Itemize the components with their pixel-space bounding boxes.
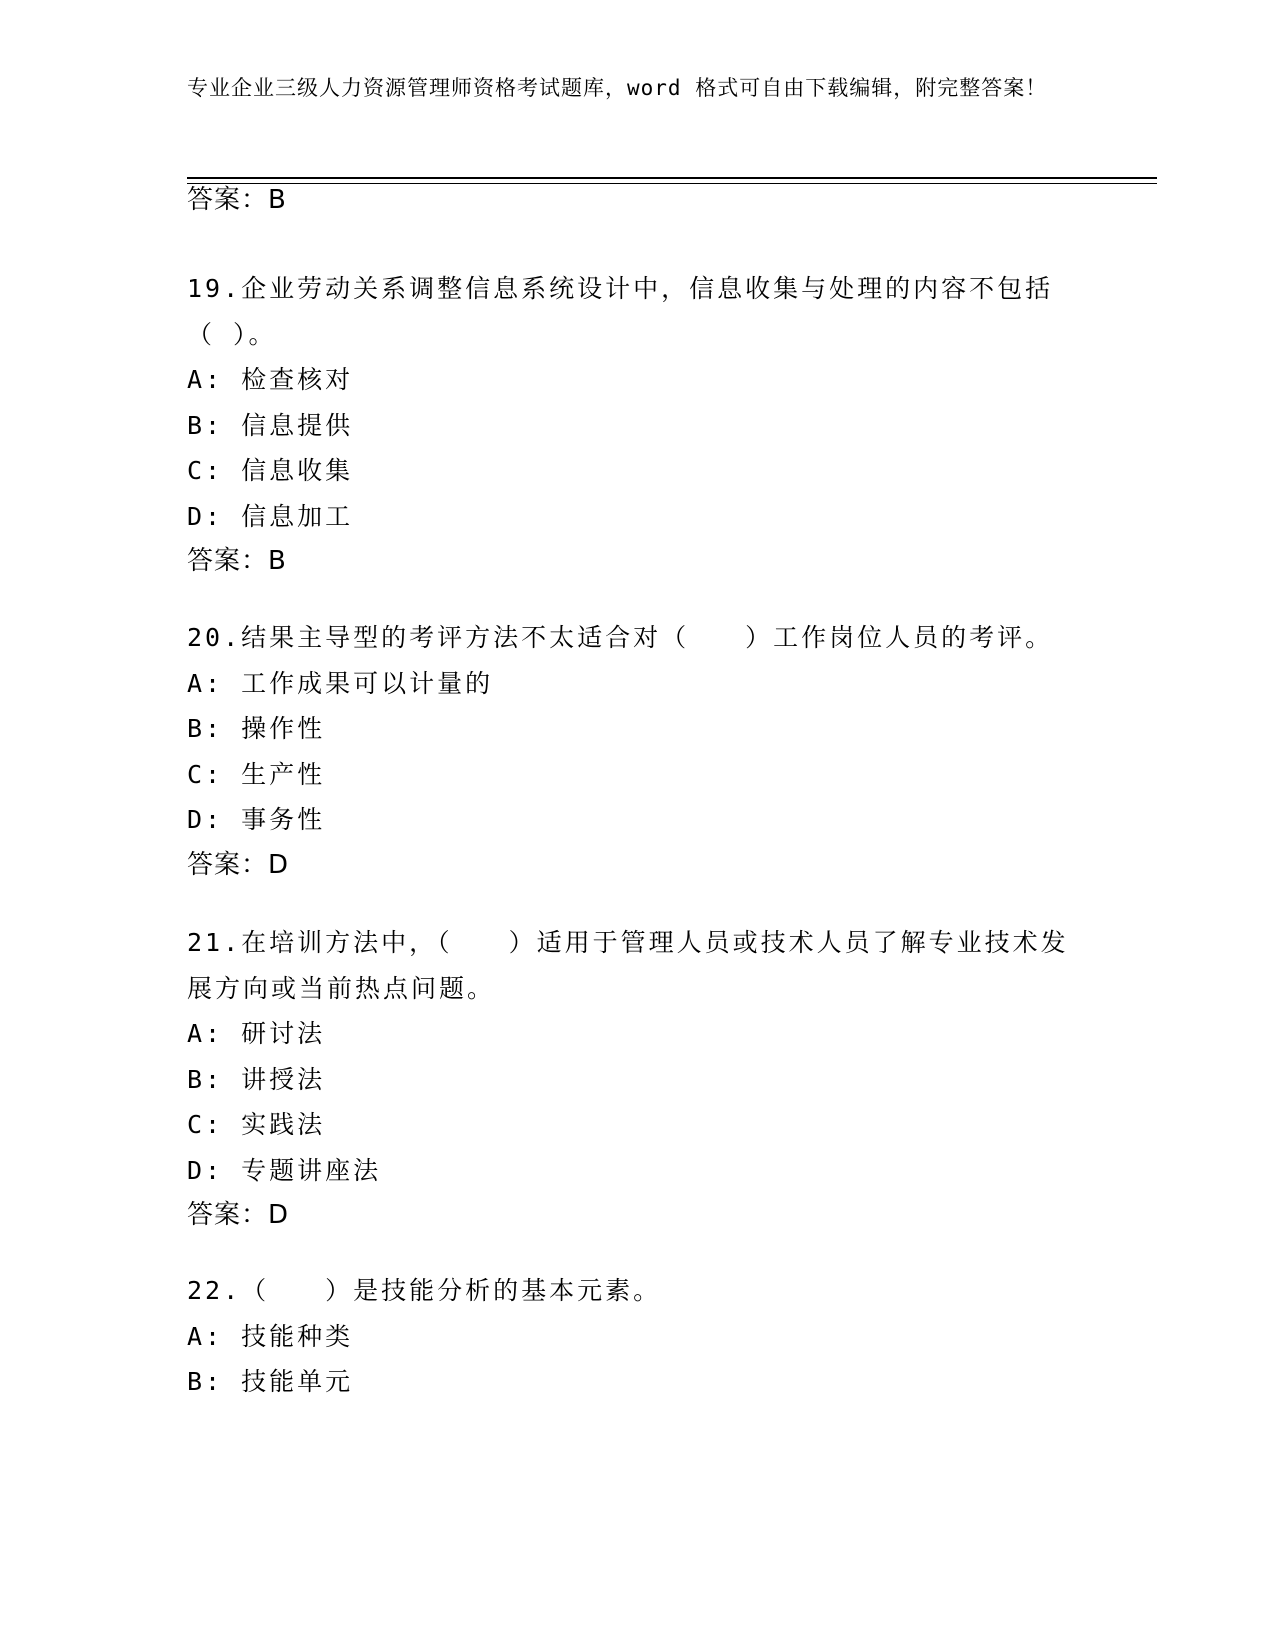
question-22 [187, 1268, 1087, 1405]
option-a: A: 工作成果可以计量的 [187, 668, 494, 698]
option-c: C: 实践法 [187, 1110, 326, 1139]
question-stem: 22.（ ）是技能分析的基本元素。 [187, 1276, 662, 1305]
previous-answer-block [187, 178, 1087, 224]
option-d: D: 事务性 [187, 805, 326, 834]
option-a: A: 检查核对 [187, 365, 354, 394]
option-c: C: 生产性 [187, 759, 326, 789]
answer-line: 答案：B [187, 546, 287, 576]
question-21 [187, 920, 1087, 1239]
question-stem: 20.结果主导型的考评方法不太适合对（ ）工作岗位人员的考评。 [187, 623, 1054, 652]
option-a: A: 研讨法 [187, 1019, 326, 1048]
option-b: B: 技能单元 [187, 1367, 354, 1396]
answer-line: 答案：D [187, 849, 290, 880]
option-a: A: 技能种类 [187, 1321, 354, 1351]
question-19 [187, 266, 1087, 585]
page-header: 专业企业三级人力资源管理师资格考试题库，word 格式可自由下载编辑，附完整答案！ [187, 76, 1048, 100]
question-20 [187, 615, 1087, 888]
option-b: B: 操作性 [187, 714, 326, 743]
question-stem: 21.在培训方法中，（ ）适用于管理人员或技术人员了解专业技术发展方向或当前热点问题。 [187, 928, 1069, 1003]
answer-line: 答案：B [187, 185, 287, 215]
option-c: C: 信息收集 [187, 456, 354, 485]
question-stem: 19.企业劳动关系调整信息系统设计中，信息收集与处理的内容不包括（ ）。 [187, 274, 1054, 349]
option-d: D: 专题讲座法 [187, 1155, 382, 1185]
option-b: B: 讲授法 [187, 1064, 326, 1094]
option-d: D: 信息加工 [187, 501, 354, 531]
answer-line: 答案：D [187, 1200, 290, 1230]
option-b: B: 信息提供 [187, 410, 354, 440]
